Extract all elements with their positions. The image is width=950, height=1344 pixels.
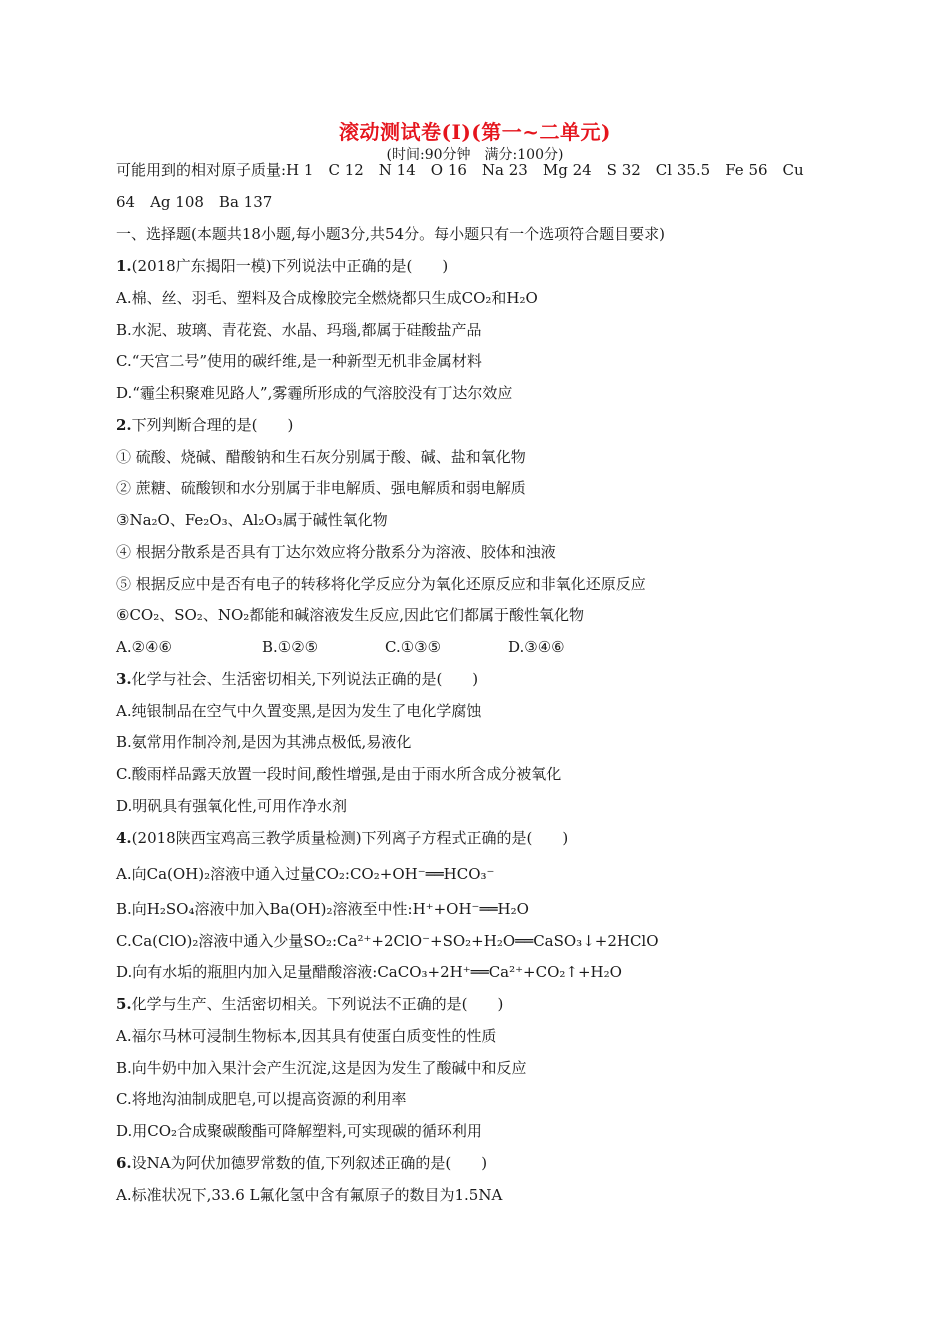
exam-subtitle: (时间:90分钟 满分:100分) [386, 147, 564, 163]
q1-option-b: B.水泥、玻璃、青花瓷、水晶、玛瑙,都属于硅酸盐产品 [116, 321, 482, 339]
q5-option-d: D.用CO₂合成聚碳酸酯可降解塑料,可实现碳的循环利用 [116, 1122, 482, 1140]
question-text: 设NA为阿伏加德罗常数的值,下列叙述正确的是( ) [131, 1154, 488, 1172]
q1-option-a: A.棉、丝、羽毛、塑料及合成橡胶完全燃烧都只生成CO₂和H₂O [116, 289, 538, 307]
question-number: 3. [116, 670, 132, 688]
question-4-stem [116, 828, 568, 848]
q2-option-c: C.①③⑤ [385, 638, 442, 656]
question-number: 6. [116, 1154, 132, 1172]
atomic-masses-line-2: 64 Ag 108 Ba 137 [116, 193, 273, 211]
q2-statement-1: ① 硫酸、烧碱、醋酸钠和生石灰分别属于酸、碱、盐和氧化物 [116, 448, 526, 466]
question-6-stem [116, 1153, 487, 1173]
q3-option-d: D.明矾具有强氧化性,可用作净水剂 [116, 797, 348, 815]
question-text: (2018广东揭阳一模)下列说法中正确的是( ) [131, 257, 449, 275]
q2-option-b: B.①②⑤ [262, 638, 319, 656]
q2-options-row [116, 637, 565, 657]
q2-statement-5: ⑤ 根据反应中是否有电子的转移将化学反应分为氧化还原反应和非氧化还原反应 [116, 575, 646, 593]
atomic-masses-line-1: 可能用到的相对原子质量:H 1 C 12 N 14 O 16 Na 23 Mg 24 S 32 Cl 35.5 Fe 56 Cu [116, 161, 804, 179]
q1-option-c: C.“天宫二号”使用的碳纤维,是一种新型无机非金属材料 [116, 352, 482, 370]
exam-title: 滚动测试卷(Ⅰ)(第一~二单元) [339, 120, 611, 144]
q2-statement-3: ③Na₂O、Fe₂O₃、Al₂O₃属于碱性氧化物 [116, 511, 388, 529]
section-heading: 一、选择题(本题共18小题,每小题3分,共54分。每小题只有一个选项符合题目要求) [116, 225, 665, 243]
question-3-stem [116, 669, 478, 689]
question-1-stem [116, 256, 448, 276]
q3-option-c: C.酸雨样品露天放置一段时间,酸性增强,是由于雨水所含成分被氧化 [116, 765, 562, 783]
q4-option-a: A.向Ca(OH)₂溶液中通入过量CO₂:CO₂+OH⁻══HCO₃⁻ [116, 865, 495, 883]
q4-option-d: D.向有水垢的瓶胆内加入足量醋酸溶液:CaCO₃+2H⁺══Ca²⁺+CO₂↑+H₂O [116, 963, 622, 981]
question-5-stem [116, 994, 503, 1014]
question-2-stem [116, 415, 293, 435]
q3-option-b: B.氨常用作制冷剂,是因为其沸点极低,易液化 [116, 733, 412, 751]
q2-statement-6: ⑥CO₂、SO₂、NO₂都能和碱溶液发生反应,因此它们都属于酸性氧化物 [116, 606, 585, 624]
q5-option-c: C.将地沟油制成肥皂,可以提高资源的利用率 [116, 1090, 407, 1108]
question-number: 4. [116, 829, 132, 847]
question-number: 5. [116, 995, 132, 1013]
q3-option-a: A.纯银制品在空气中久置变黑,是因为发生了电化学腐蚀 [116, 702, 482, 720]
question-text: 化学与生产、生活密切相关。下列说法不正确的是( ) [131, 995, 504, 1013]
question-text: (2018陕西宝鸡高三教学质量检测)下列离子方程式正确的是( ) [131, 829, 569, 847]
q2-option-a: A.②④⑥ [116, 638, 172, 656]
q2-statement-4: ④ 根据分散系是否具有丁达尔效应将分散系分为溶液、胶体和浊液 [116, 543, 556, 561]
q1-option-d: D.“霾尘积聚难见路人”,雾霾所形成的气溶胶没有丁达尔效应 [116, 384, 513, 402]
q4-option-c: C.Ca(ClO)₂溶液中通入少量SO₂:Ca²⁺+2ClO⁻+SO₂+H₂O══CaSO₃↓+2HClO [116, 932, 659, 950]
q2-option-d: D.③④⑥ [508, 638, 565, 656]
q5-option-a: A.福尔马林可浸制生物标本,因其具有使蛋白质变性的性质 [116, 1027, 497, 1045]
question-number: 2. [116, 416, 132, 434]
question-text: 下列判断合理的是( ) [131, 416, 294, 434]
q5-option-b: B.向牛奶中加入果汁会产生沉淀,这是因为发生了酸碱中和反应 [116, 1059, 527, 1077]
q4-option-b: B.向H₂SO₄溶液中加入Ba(OH)₂溶液至中性:H⁺+OH⁻══H₂O [116, 900, 529, 918]
question-text: 化学与社会、生活密切相关,下列说法正确的是( ) [131, 670, 479, 688]
question-number: 1. [116, 257, 132, 275]
q6-option-a: A.标准状况下,33.6 L氟化氢中含有氟原子的数目为1.5NA [116, 1186, 503, 1204]
q2-statement-2: ② 蔗糖、硫酸钡和水分别属于非电解质、强电解质和弱电解质 [116, 479, 526, 497]
